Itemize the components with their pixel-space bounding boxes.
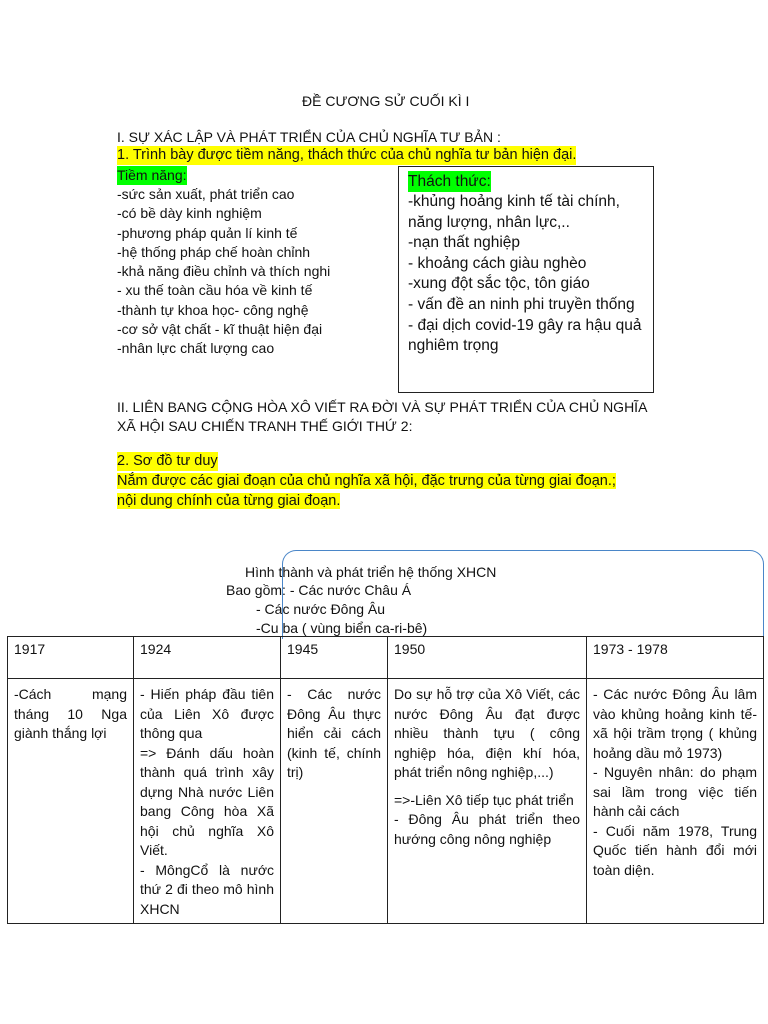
event-text: - Hiến pháp đầu tiên của Liên Xô được thông qua (140, 686, 274, 741)
event-text: =>-Liên Xô tiếp tục phát triển (394, 791, 574, 808)
event-cell-1950 (388, 679, 587, 924)
challenge-item: -nạn thất nghiệp (408, 234, 521, 252)
event-text: - Các nước Đông Âu thực hiển cải cách (kinh tế, chính trị) (287, 686, 381, 780)
section-1-heading: I. SỰ XÁC LẬP VÀ PHÁT TRIỂN CỦA CHỦ NGHĨA TƯ BẢN : (117, 129, 501, 145)
potential-item: -thành tự khoa học- công nghệ (117, 301, 309, 318)
question-1-highlight: 1. Trình bày được tiềm năng, thách thức của chủ nghĩa tư bản hiện đại. (117, 147, 577, 163)
year-cell: 1917 (8, 637, 134, 679)
challenge-item: - vấn đề an ninh phi truyền thống (408, 295, 635, 313)
diagram-bracket-shape (282, 550, 764, 639)
diagram-includes-line: - Các nước Đông Âu (256, 601, 386, 617)
question-2-highlight: 2. Sơ đồ tư duy (117, 453, 218, 469)
event-text: -Cách mạng tháng 10 Nga giành thắng lợi (14, 686, 127, 741)
challenges-box (398, 166, 654, 393)
year-cell: 1973 - 1978 (587, 637, 764, 679)
section-2-heading: II. LIÊN BANG CỘNG HÒA XÔ VIẾT RA ĐỜI VÀ SỰ PHÁT TRIỂN CỦA CHỦ NGHĨA XÃ HỘI SAU CHIẾN TRANH THẾ GIỚI THỨ 2: (117, 399, 647, 434)
event-text: - Cuối năm 1978, Trung Quốc tiến hành đổi mới toàn diện. (593, 822, 757, 878)
potential-item: -khả năng điều chỉnh và thích nghi (117, 263, 331, 280)
diagram-includes-line: -Cu ba ( vùng biển ca-ri-bê) (256, 620, 428, 636)
description-line-2: nội dung chính của từng giai đoạn. (117, 493, 341, 509)
potential-item: - xu thế toàn cầu hóa về kinh tế (117, 282, 313, 299)
potential-item: -có bề dày kinh nghiệm (117, 205, 262, 222)
event-cell-1973-1978 (587, 679, 764, 924)
year-cell: 1950 (388, 637, 587, 679)
event-text: - Nguyên nhân: do phạm sai lầm trong việc tiến hành cải cách (593, 764, 757, 819)
event-cell-1917 (8, 679, 134, 924)
event-text: => Đánh dấu hoàn thành quá trình xây dựng Nhà nước Liên bang Công hòa Xã hội chủ nghĩa Xô Viết. (140, 744, 274, 858)
timeline-year-row (8, 637, 764, 679)
potential-heading: Tiềm năng: (117, 167, 187, 183)
timeline-content-row (8, 679, 764, 924)
year-cell: 1945 (281, 637, 388, 679)
challenges-list (408, 192, 645, 357)
diagram-includes-line: Bao gồm: - Các nước Châu Á (226, 582, 412, 598)
challenge-item: -khủng hoảng kinh tế tài chính, năng lượng, nhân lực,.. (408, 193, 620, 231)
potential-item: -nhân lực chất lượng cao (117, 340, 275, 357)
document-title: ĐỀ CƯƠNG SỬ CUỐI KÌ I (302, 93, 470, 109)
event-cell-1945 (281, 679, 388, 924)
potential-list (117, 185, 330, 359)
potential-item: -hệ thống pháp chế hoàn chỉnh (117, 243, 311, 260)
potential-item: -sức sản xuất, phát triển cao (117, 186, 295, 202)
challenge-item: -xung đột sắc tộc, tôn giáo (408, 275, 590, 293)
description-line-1: Nắm được các giai đoạn của chủ nghĩa xã hội, đặc trưng của từng giai đoạn.; (117, 473, 616, 489)
challenge-item: - khoảng cách giàu nghèo (408, 254, 587, 272)
event-text: Do sự hỗ trợ của Xô Viết, các nước Đông Âu đạt được nhiều thành tựu ( công nghiệp hóa, điện khí hóa, phát triển nông nghiệp,...) (394, 686, 580, 780)
challenges-heading: Thách thức: (408, 173, 491, 190)
event-text: - MôngCổ là nước thứ 2 đi theo mô hình XHCN (140, 861, 274, 917)
year-cell: 1924 (134, 637, 281, 679)
event-text: - Các nước Đông Âu lâm vào khủng hoảng kinh tế- xã hội trầm trọng ( khủng hoảng dầu mỏ 1973) (593, 686, 757, 761)
diagram-title: Hình thành và phát triển hệ thống XHCN (245, 564, 497, 580)
potential-item: -phương pháp quản lí kinh tế (117, 224, 298, 241)
event-text: - Đông Âu phát triển theo hướng công nông nghiệp (394, 811, 580, 847)
timeline-table (7, 636, 764, 924)
potential-item: -cơ sở vật chất - kĩ thuật hiện đại (117, 321, 323, 338)
question-2-description (117, 471, 662, 511)
challenge-item: - đại dịch covid-19 gây ra hậu quả nghiêm trọng (408, 316, 642, 355)
event-cell-1924 (134, 679, 281, 924)
